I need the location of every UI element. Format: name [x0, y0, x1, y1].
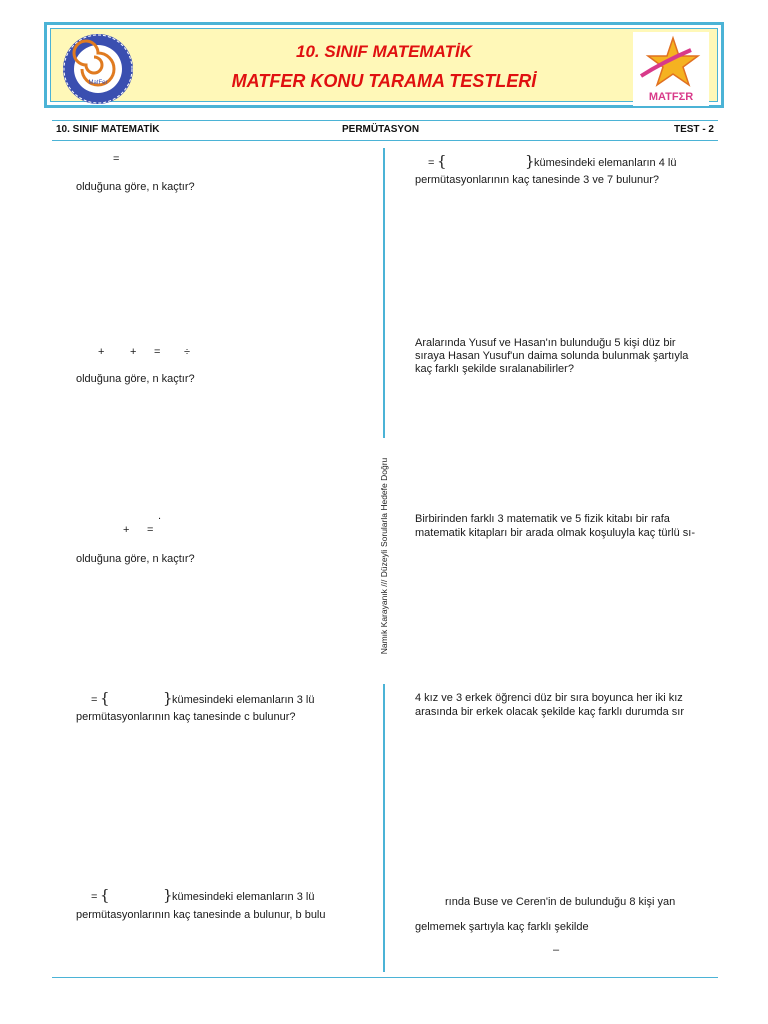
left-brace: { [100, 689, 110, 707]
plus-sign: + [123, 524, 130, 536]
question-text-line1: Aralarında Yusuf ve Hasan'ın bulunduğu 5 kişi düz bir [415, 337, 676, 349]
equals-sign: = [428, 157, 435, 169]
question-text-line1: kümesindeki elemanların 3 lü [172, 891, 315, 903]
question-text: olduğuna göre, n kaçtır? [76, 181, 195, 193]
question-text-line1: kümesindeki elemanların 3 lü [172, 694, 315, 706]
right-brace: } [163, 689, 173, 707]
question-text-line1: kümesindeki elemanların 4 lü [534, 157, 677, 169]
equals-sign: = [154, 346, 161, 358]
question-text-line1: Birbirinden farklı 3 matematik ve 5 fizik kitabı bir rafa [415, 513, 670, 525]
seal-logo-text: MatFer [88, 80, 108, 86]
left-brace: { [100, 886, 110, 904]
equals-sign: = [113, 153, 120, 165]
divide-sign: ÷ [184, 346, 191, 358]
question-text-line2: matematik kitapları bir arada olmak koşuluyla kaç türlü sı- [415, 527, 695, 539]
subheader-bottom-rule [52, 140, 718, 141]
plus-sign: + [130, 346, 137, 358]
subheader [56, 124, 714, 138]
subheader-top-rule [52, 120, 718, 121]
question-text-line3: kaç farklı şekilde sıralanabilirler? [415, 363, 574, 375]
equals-sign: = [91, 891, 98, 903]
question-text-line2: arasında bir erkek olacak şekilde kaç farklı durumda sır [415, 706, 685, 718]
question-text: olduğuna göre, n kaçtır? [76, 553, 195, 565]
question-text-line2: permütasyonlarının kaç tanesinde a bulunur, b bulu [76, 909, 326, 921]
footer-rule [52, 977, 718, 978]
question-text: olduğuna göre, n kaçtır? [76, 373, 195, 385]
dot-mark: . [158, 510, 162, 522]
column-divider-bottom [383, 684, 385, 972]
page-title-line2: MATFER KONU TARAMA TESTLERİ [231, 71, 537, 91]
page-title-line1: 10. SINIF MATEMATİK [296, 42, 472, 61]
side-note-text: Namık Karayanık /// Düzeyli Sorularla Hedefe Doğru [379, 457, 389, 655]
matfer-star-logo [633, 32, 709, 106]
question-text-line2: permütasyonlarının kaç tanesinde c bulunur? [76, 711, 296, 723]
topic-label: PERMÜTASYON [342, 124, 420, 135]
right-brace: } [163, 886, 173, 904]
matfer-seal-logo [59, 32, 137, 106]
question-text-line2: permütasyonlarının kaç tanesinde 3 ve 7 bulunur? [415, 174, 659, 186]
star-logo-text: MATFΣR [648, 91, 694, 103]
course-label: 10. SINIF MATEMATİK [56, 124, 160, 135]
question-text-line1: rında Buse ve Ceren'in de bulunduğu 8 kişi yan [445, 896, 676, 908]
dash-mark: – [553, 944, 560, 956]
right-brace: } [525, 152, 535, 170]
plus-sign: + [98, 346, 105, 358]
equals-sign: = [147, 524, 154, 536]
equals-sign: = [91, 694, 98, 706]
question-text-line1: 4 kız ve 3 erkek öğrenci düz bir sıra boyunca her iki kız [415, 692, 683, 704]
question-text-line2: gelmemek şartıyla kaç farklı şekilde [415, 921, 589, 933]
header-banner [44, 22, 724, 108]
left-brace: { [437, 152, 447, 170]
column-divider-top [383, 148, 385, 438]
question-text-line2: sıraya Hasan Yusuf'un daima solunda bulunmak şartıyla [415, 350, 689, 362]
test-label: TEST - 2 [673, 124, 714, 135]
header-banner-inner [50, 28, 718, 102]
